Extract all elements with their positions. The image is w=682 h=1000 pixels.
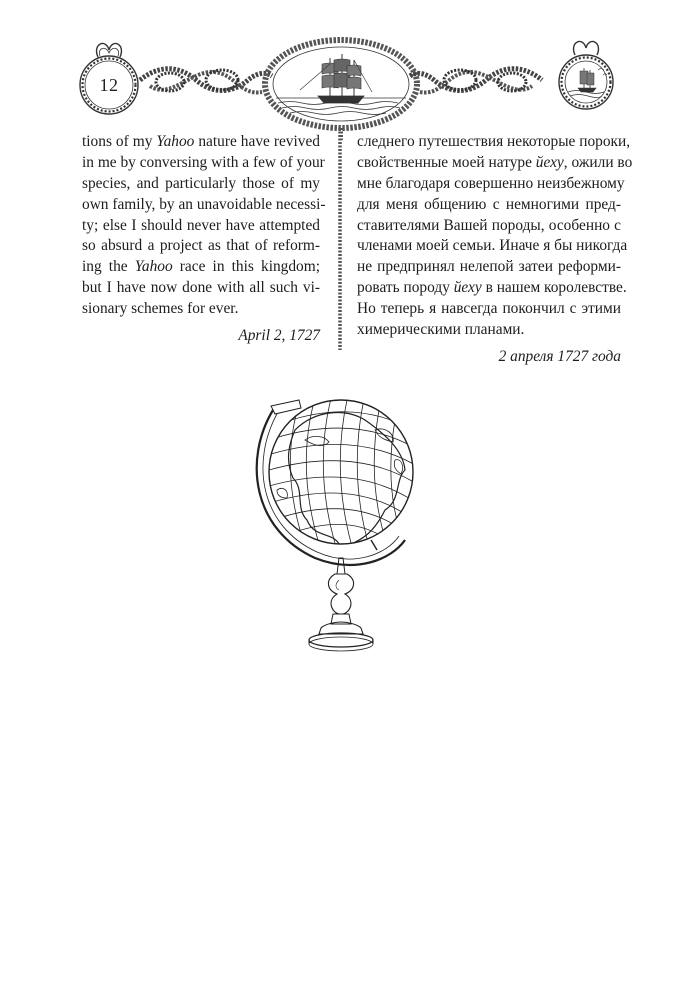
text-segment: свойственные моей натуре <box>357 153 536 171</box>
text-line <box>357 320 621 341</box>
text-line <box>357 257 621 278</box>
text-segment: Но теперь я навсегда покончил с этими <box>357 300 621 318</box>
text-segment: ty; else I should never have attempted <box>82 216 320 234</box>
english-text-column <box>82 132 326 347</box>
text-line <box>82 236 320 257</box>
text-line <box>357 236 628 257</box>
text-segment: в нашем королевстве. <box>481 279 627 297</box>
text-segment: ing the <box>82 258 135 276</box>
ship-vignette <box>265 40 417 140</box>
english-date-signature: April 2, 1727 <box>238 327 320 345</box>
english-paragraph <box>82 132 326 320</box>
text-segment: , ожили во <box>563 153 633 171</box>
text-segment: для меня общению с немногими пред- <box>357 195 621 213</box>
right-ship-medallion <box>559 42 613 109</box>
text-line <box>82 174 320 195</box>
text-segment: species, and particularly those of my <box>82 174 320 192</box>
italic-term: Yahoo <box>156 133 195 150</box>
text-segment: не предпринял нелепой затеи реформи- <box>357 258 621 276</box>
text-line <box>357 195 621 216</box>
right-rope <box>410 69 542 93</box>
text-line <box>82 257 320 278</box>
globe-illustration <box>245 390 425 665</box>
text-segment: sionary schemes for ever. <box>82 300 239 318</box>
russian-date-signature: 2 апреля 1727 года <box>498 347 621 365</box>
italic-term: Yahoo <box>134 258 173 276</box>
text-line <box>357 299 621 320</box>
column-divider-rope <box>337 128 343 350</box>
page-number: 12 <box>99 74 119 95</box>
text-segment: race in this kingdom; <box>172 258 321 276</box>
text-segment: in me by conversing with a few of your <box>82 153 325 171</box>
text-line <box>82 153 325 174</box>
text-segment: own family, by an unavoidable necessi- <box>82 195 326 213</box>
text-line <box>82 216 320 237</box>
italic-term: йеху <box>535 153 564 171</box>
text-segment: tions of my <box>82 133 157 150</box>
italic-term: йеху <box>453 279 482 297</box>
russian-text-column <box>357 132 633 368</box>
text-segment: so absurd a project as that of reform- <box>82 237 320 255</box>
text-line <box>82 278 320 299</box>
left-rope <box>140 69 272 93</box>
text-line <box>357 132 631 153</box>
text-line <box>82 195 326 216</box>
text-segment: членами моей семьи. Иначе я бы никогда <box>357 237 628 255</box>
text-segment: химерическими планами. <box>357 321 525 339</box>
text-line <box>357 216 621 237</box>
text-segment: мне благодаря совершенно неизбежному <box>357 174 625 192</box>
text-line <box>82 299 320 320</box>
text-segment: следнего путешествия некоторые пороки, <box>357 133 631 150</box>
russian-paragraph <box>357 132 633 341</box>
text-line <box>82 132 320 153</box>
text-segment: but I have now done with all such vi- <box>82 279 320 297</box>
text-line <box>357 174 625 195</box>
text-line <box>357 278 627 299</box>
text-segment: ровать породу <box>357 279 454 297</box>
text-segment: ставителями Вашей породы, особенно с <box>357 216 621 234</box>
text-line <box>357 153 633 174</box>
text-segment: nature have revived <box>194 133 321 150</box>
